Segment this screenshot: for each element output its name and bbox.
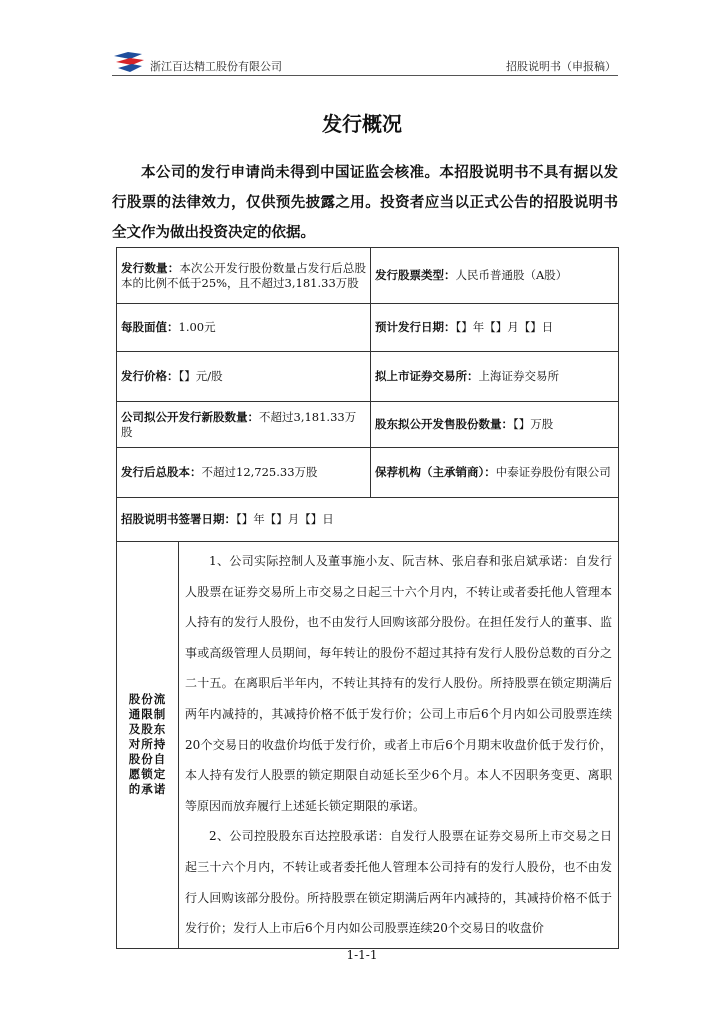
- stock-type-value: 人民币普通股（A股）: [455, 268, 568, 282]
- total-capital-value: 不超过12,725.33万股: [201, 465, 318, 479]
- offering-summary-table: [116, 247, 619, 949]
- issue-date-cell: [371, 304, 619, 352]
- sponsor-cell: [371, 448, 619, 498]
- issue-date-label: 预计发行日期：: [375, 320, 456, 334]
- exchange-value: 上海证券交易所: [478, 369, 559, 383]
- sponsor-value: 中泰证券股份有限公司: [495, 465, 611, 479]
- new-shares-label: 公司拟公开发行新股数量：: [121, 409, 259, 424]
- lockup-label-line: 通限制: [128, 707, 167, 722]
- page-header: [112, 50, 618, 76]
- lockup-label-line: 愿锁定: [128, 767, 167, 782]
- page-title: 发行概况: [322, 112, 402, 136]
- lockup-label-line: 股份自: [128, 752, 167, 767]
- issue-date-value: 【】年【】月【】日: [455, 320, 554, 334]
- sell-shares-value: 【】万股: [513, 417, 554, 431]
- lockup-label-line: 股份流: [128, 692, 167, 707]
- table-row: [117, 304, 619, 352]
- sell-shares-cell: [371, 402, 619, 448]
- sponsor-label: 保荐机构（主承销商）：: [375, 465, 496, 479]
- sell-shares-label: 股东拟公开发售股份数量：: [375, 417, 513, 431]
- lockup-label-line: 对所持: [128, 737, 167, 752]
- par-value-value: 1.00元: [178, 320, 216, 334]
- company-logo-icon: [112, 50, 146, 74]
- sign-date-label: 招股说明书签署日期：: [121, 512, 236, 526]
- lockup-label-line: 的承诺: [128, 782, 167, 797]
- par-value-label: 每股面值：: [121, 320, 179, 334]
- lockup-commitment-cell: [179, 542, 619, 949]
- new-shares-cell: [117, 402, 371, 448]
- lockup-label-line: 及股东: [128, 722, 167, 737]
- issue-qty-value: 本次公开发行股份数量占发行后总股本的比例不低于25%，且不超过3,181.33万股: [121, 260, 366, 290]
- total-capital-cell: [117, 448, 371, 498]
- table-row: [117, 542, 619, 949]
- issue-qty-label: 发行数量：: [121, 260, 180, 275]
- lockup-label-cell: [117, 542, 179, 949]
- document-type: 招股说明书（申报稿）: [506, 60, 616, 73]
- table-row: [117, 352, 619, 402]
- table-row: [117, 402, 619, 448]
- stock-type-label: 发行股票类型：: [375, 268, 456, 282]
- lockup-paragraph: 2、公司控股股东百达控股承诺：自发行人股票在证券交易所上市交易之日起三十六个月内，不转让或者委托他人管理本公司持有的发行人股份，也不由发行人回购该部分股份。所持股票在锁定期满后两年内减持的，其减持价格不低于发行价；发行人上市后6个月内如公司股票连续20个交易日的收盘价: [185, 829, 612, 936]
- company-name: 浙江百达精工股份有限公司: [150, 60, 282, 73]
- header-divider: [112, 75, 618, 76]
- par-value-cell: [117, 304, 371, 352]
- exchange-label: 拟上市证券交易所：: [375, 369, 479, 383]
- exchange-cell: [371, 352, 619, 402]
- issue-qty-cell: [117, 248, 371, 304]
- table-row: [117, 448, 619, 498]
- page-number: 1-1-1: [346, 948, 378, 962]
- issue-price-cell: [117, 352, 371, 402]
- intro-paragraph: 本公司的发行申请尚未得到中国证监会核准。本招股说明书不具有据以发行股票的法律效力，仅供预先披露之用。投资者应当以正式公告的招股说明书全文作为做出投资决定的依据。: [112, 165, 618, 241]
- new-shares-value: 不超过3,181.33万股: [121, 409, 357, 439]
- total-capital-label: 发行后总股本：: [121, 465, 202, 479]
- sign-date-cell: [117, 498, 619, 542]
- lockup-paragraph: 1、公司实际控制人及董事施小友、阮吉林、张启春和张启斌承诺：自发行人股票在证券交易所上市交易之日起三十六个月内，不转让或者委托他人管理本人持有的发行人股份，也不由发行人回购该部分股份。在担任发行人的董事、监事或高级管理人员期间，每年转让的股份不超过其持有发行人股份总数的百分之二十五。在离职后半年内，不转让其持有的发行人股份。所持股票在锁定期满后两年内减持的，其减持价格不低于发行价；公司上市后6个月内如公司股票连续20个交易日的收盘价均低于发行价，或者上市后6个月期末收盘价低于发行价，本人持有发行人股票的锁定期限自动延长至少6个月。本人不因职务变更、离职等原因而放弃履行上述延长锁定期限的承诺。: [185, 554, 612, 813]
- stock-type-cell: [371, 248, 619, 304]
- table-row: [117, 498, 619, 542]
- table-row: [117, 248, 619, 304]
- sign-date-value: 【】年【】月【】日: [236, 512, 334, 526]
- issue-price-value: 【】元/股: [178, 369, 223, 383]
- issue-price-label: 发行价格：: [121, 369, 179, 383]
